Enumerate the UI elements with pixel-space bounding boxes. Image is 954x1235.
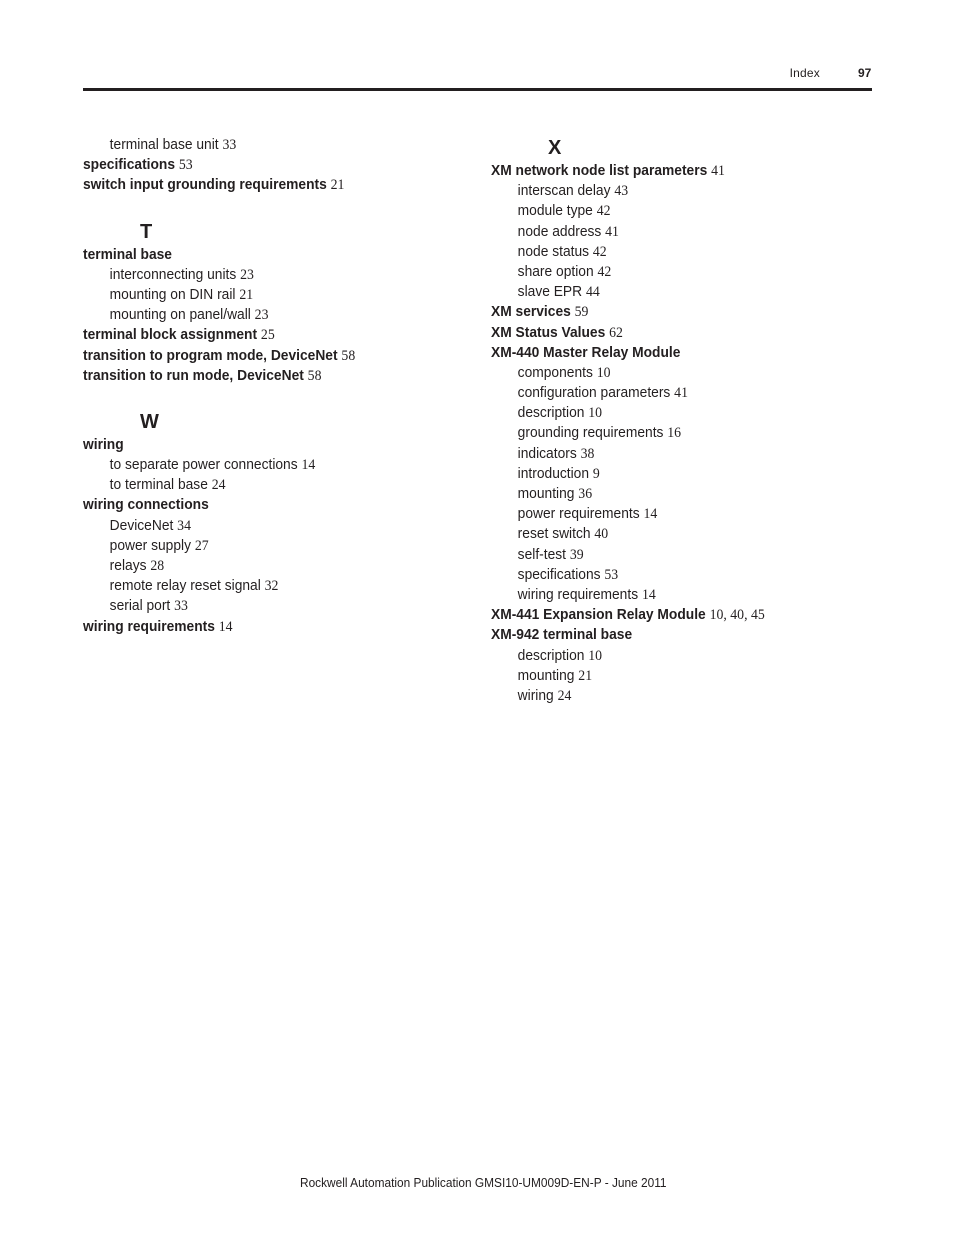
index-term: indicators: [517, 444, 577, 462]
index-main-entry: [83, 495, 355, 515]
index-letter-heading: W: [140, 410, 159, 433]
index-page-ref: 41: [605, 223, 619, 240]
index-page-ref: 33: [174, 598, 188, 615]
index-page-ref: 38: [580, 445, 595, 462]
index-term: interscan delay: [517, 182, 611, 200]
index-page-ref: 10: [596, 364, 611, 381]
header-rule: [83, 88, 872, 91]
index-sub-entry: [491, 504, 765, 524]
index-term: mounting: [517, 485, 575, 502]
index-page-ref: 25: [260, 327, 275, 344]
index-page-ref: 58: [341, 347, 356, 364]
index-term: terminal base: [83, 245, 172, 263]
index-page-ref: 42: [596, 203, 611, 220]
index-term: grounding requirements: [517, 424, 664, 442]
index-sub-entry: [83, 135, 355, 155]
index-sub-entry: [491, 686, 765, 706]
index-page-ref: 21: [330, 177, 345, 194]
index-term: wiring connections: [83, 496, 209, 514]
index-sub-entry: [491, 262, 765, 282]
index-column-left: [83, 135, 379, 637]
index-main-entry: [491, 302, 765, 322]
index-page-ref: 16: [667, 425, 682, 442]
index-sub-entry: [83, 475, 355, 495]
index-letter-heading: X: [548, 137, 562, 159]
index-main-entry: [83, 435, 355, 455]
index-page-ref: 14: [301, 457, 316, 474]
index-sub-entry: [83, 556, 355, 576]
index-page-ref: 53: [178, 157, 193, 174]
index-page-ref: 42: [597, 263, 612, 280]
index-sub-entry: [491, 524, 765, 544]
index-page-ref: 42: [592, 243, 607, 260]
index-page-ref: 14: [641, 586, 656, 603]
index-page-ref: 21: [239, 286, 254, 303]
index-term: power requirements: [517, 505, 640, 523]
index-sub-entry: [491, 222, 765, 242]
index-term: to terminal base: [109, 476, 208, 494]
index-page-ref: 40: [594, 526, 609, 543]
index-main-entry: [83, 366, 355, 386]
index-page-ref: 28: [150, 558, 165, 574]
index-term: configuration parameters: [517, 384, 671, 402]
index-sub-entry: [491, 484, 765, 504]
index-term: to separate power connections: [109, 456, 298, 474]
index-term: XM services: [491, 303, 571, 321]
index-page-ref: 59: [574, 304, 589, 321]
index-sub-entry: [491, 565, 765, 585]
index-sub-entry: [83, 265, 355, 285]
index-term: node address: [517, 222, 602, 240]
index-term: interconnecting units: [109, 265, 237, 283]
index-term: wiring requirements: [83, 617, 215, 635]
index-term: wiring requirements: [517, 585, 639, 603]
index-term: node status: [517, 242, 590, 260]
index-main-entry: [83, 346, 355, 366]
index-main-entry: [83, 155, 355, 175]
index-sub-entry: [491, 666, 765, 686]
index-sub-entry: [491, 464, 765, 484]
index-main-entry: [83, 175, 355, 195]
index-term: XM-440 Master Relay Module: [491, 343, 681, 361]
index-term: specifications: [517, 565, 601, 583]
index-sub-entry: [491, 403, 765, 423]
index-page-ref: 24: [211, 477, 226, 494]
index-term: relays: [109, 557, 147, 574]
index-sub-entry: [83, 576, 355, 596]
index-sub-entry: [83, 536, 355, 556]
index-term: mounting on DIN rail: [109, 285, 236, 303]
index-page-ref: 62: [609, 324, 623, 341]
index-term: self-test: [517, 545, 566, 563]
index-page-ref: 39: [569, 546, 584, 563]
index-term: reset switch: [517, 525, 591, 543]
index-term: XM-441 Expansion Relay Module: [491, 606, 706, 624]
index-sub-entry: [83, 596, 355, 616]
index-main-entry: [491, 343, 765, 363]
index-term: switch input grounding requirements: [83, 176, 327, 194]
index-sub-entry: [491, 181, 765, 201]
index-term: specifications: [83, 156, 176, 174]
index-page-ref: 23: [254, 307, 269, 324]
index-term: wiring: [517, 686, 554, 704]
index-term: description: [517, 646, 585, 664]
index-term: terminal base unit: [109, 136, 219, 153]
header-section-title: Index: [789, 66, 820, 80]
index-sub-entry: [491, 444, 765, 464]
index-term: slave EPR: [517, 283, 583, 301]
index-letter-heading: T: [140, 220, 153, 243]
index-page-ref: 44: [585, 284, 600, 301]
index-main-entry: [83, 617, 355, 637]
index-sub-entry: [83, 285, 355, 305]
index-main-entry: [83, 245, 355, 265]
index-sub-entry: [491, 242, 765, 262]
index-page-ref: 10: [588, 405, 603, 422]
index-sub-entry: [491, 545, 765, 565]
index-term: serial port: [109, 597, 171, 615]
index-page-ref: 14: [218, 618, 233, 635]
index-sub-entry: [491, 282, 765, 302]
index-page-ref: 23: [240, 266, 254, 283]
index-page-ref: 33: [222, 137, 237, 153]
index-page-ref: 14: [643, 506, 658, 523]
index-term: module type: [517, 202, 593, 220]
index-sub-entry: [83, 455, 355, 475]
index-term: XM network node list parameters: [491, 162, 708, 179]
index-page-ref: 53: [604, 566, 619, 583]
index-term: wiring: [83, 435, 124, 453]
index-term: mounting: [517, 666, 575, 684]
index-column-right: [491, 135, 789, 706]
index-term: components: [517, 363, 593, 381]
index-term: transition to run mode, DeviceNet: [83, 366, 304, 384]
index-page-ref: 9: [592, 465, 600, 482]
header-page-number: 97: [858, 66, 872, 80]
index-sub-entry: [83, 516, 355, 536]
index-main-entry: [491, 625, 765, 645]
index-sub-entry: [491, 383, 765, 403]
index-sub-entry: [491, 201, 765, 221]
index-term: power supply: [109, 536, 191, 554]
index-main-entry: [83, 325, 355, 345]
footer-publication: Rockwell Automation Publication GMSI10-UM009D-EN-P - June 2011: [300, 1176, 667, 1190]
index-page-ref: 32: [264, 578, 279, 595]
index-sub-entry: [491, 423, 765, 443]
index-term: XM Status Values: [491, 323, 606, 341]
index-page-ref: 58: [307, 367, 322, 384]
index-page-ref: 10, 40, 45: [709, 607, 765, 624]
index-term: share option: [517, 262, 594, 280]
index-sub-entry: [491, 646, 765, 666]
index-term: terminal block assignment: [83, 326, 258, 344]
index-page-ref: 21: [578, 667, 593, 684]
index-term: XM-942 terminal base: [491, 626, 633, 644]
index-main-entry: [491, 161, 765, 181]
index-page-ref: 24: [557, 687, 572, 704]
index-term: remote relay reset signal: [109, 577, 261, 595]
index-page-ref: 27: [194, 537, 209, 554]
index-term: mounting on panel/wall: [109, 306, 251, 324]
index-term: transition to program mode, DeviceNet: [83, 346, 338, 364]
index-page-ref: 10: [588, 647, 603, 664]
index-main-entry: [491, 323, 765, 343]
index-term: DeviceNet: [109, 516, 174, 534]
index-term: description: [517, 404, 585, 422]
index-sub-entry: [491, 363, 765, 383]
index-sub-entry: [83, 305, 355, 325]
index-page-ref: 41: [674, 385, 688, 402]
index-term: introduction: [517, 464, 590, 482]
index-page-ref: 34: [177, 517, 191, 534]
index-sub-entry: [491, 585, 765, 605]
index-main-entry: [491, 605, 765, 625]
index-page-ref: 36: [578, 486, 593, 502]
index-page-ref: 41: [711, 163, 725, 179]
index-page-ref: 43: [614, 183, 629, 200]
